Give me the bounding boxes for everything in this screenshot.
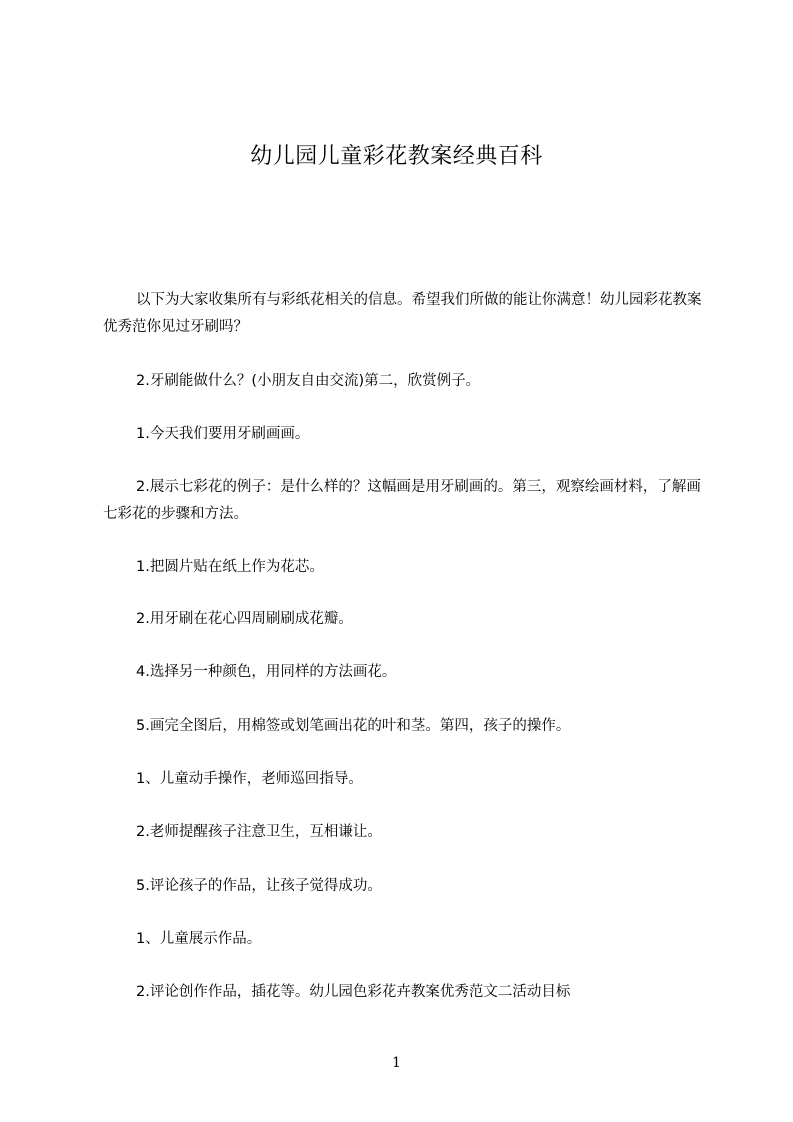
paragraph: 1、儿童展示作品。 — [136, 931, 262, 947]
paragraph: 2.展示七彩花的例子：是什么样的？这幅画是用牙刷画的。第三，观察绘画材料，了解画七彩花的步骤和方法。 — [103, 479, 701, 522]
paragraph: 2.老师提醒孩子注意卫生，互相谦让。 — [136, 824, 382, 840]
paragraph: 5.画完全图后，用棉签或划笔画出花的叶和茎。第四，孩子的操作。 — [136, 718, 571, 734]
paragraph: 4.选择另一种颜色，用同样的方法画花。 — [136, 664, 397, 680]
document-title: 幼儿园儿童彩花教案经典百科 — [250, 144, 543, 169]
paragraph: 2.牙刷能做什么？(小朋友自由交流)第二，欣赏例子。 — [136, 373, 481, 389]
paragraph: 1.今天我们要用牙刷画画。 — [136, 426, 310, 442]
paragraph: 5.评论孩子的作品，让孩子觉得成功。 — [136, 878, 382, 894]
paragraph: 2.用牙刷在花心四周刷刷成花瓣。 — [136, 611, 353, 627]
page-number: 1 — [392, 1055, 401, 1071]
paragraph-intro: 以下为大家收集所有与彩纸花相关的信息。希望我们所做的能让你满意！幼儿园彩花教案优秀范你见过牙刷吗？ — [103, 292, 702, 335]
paragraph: 2.评论创作作品，插花等。幼儿园色彩花卉教案优秀范文二活动目标 — [136, 984, 571, 1000]
paragraph: 1、儿童动手操作，老师巡回指导。 — [136, 771, 363, 787]
paragraph: 1.把圆片贴在纸上作为花芯。 — [136, 559, 324, 575]
